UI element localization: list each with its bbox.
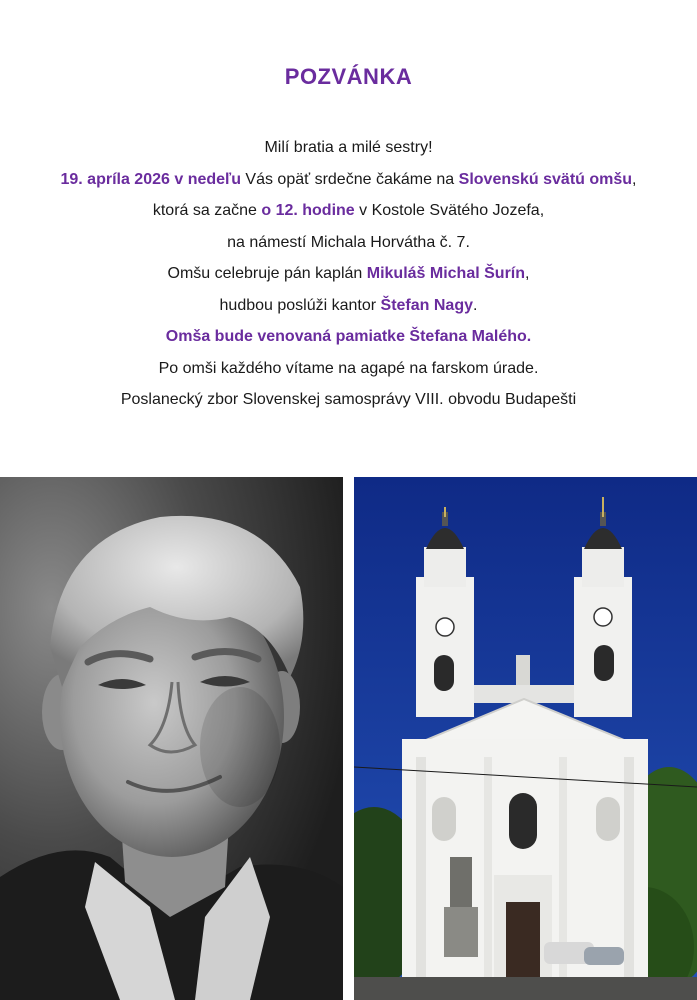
celebrant-name: Mikuláš Michal Šurín [366, 265, 526, 282]
cantor-line [0, 290, 697, 322]
organizer-line: Poslanecký zbor Slovenskej samosprávy VIII. obvodu Budapešti [120, 391, 577, 408]
agape-line: Po omši každého vítame na agapé na farskom úrade. [158, 359, 539, 377]
invitation-body [0, 132, 697, 416]
celebrant-line-start: Omšu celebruje pán kaplán [167, 265, 367, 282]
church-photo [354, 477, 697, 1000]
time-line [0, 195, 697, 227]
invitation-title: POZVÁNKA [284, 64, 413, 89]
celebrant-line-end: , [525, 265, 530, 282]
cantor-name: Štefan Nagy [380, 296, 473, 314]
date-line-text: Vás opäť srdečne čakáme na [240, 170, 459, 188]
mass-date: 19. apríla 2026 v nedeľu [60, 170, 241, 188]
church-name: v Kostole Svätého Jozefa, [354, 202, 545, 219]
mass-name: Slovenskú svätú omšu [458, 170, 633, 188]
portrait-photo [0, 477, 343, 1000]
mass-time: o 12. hodine [261, 202, 355, 219]
time-line-start: ktorá sa začne [152, 202, 262, 219]
dedication-line: Omša bude venovaná pamiatke Štefana Malého. [165, 328, 532, 345]
celebrant-line [0, 258, 697, 290]
cantor-line-start: hudbou poslúži kantor [219, 296, 381, 314]
cantor-line-end: . [473, 296, 478, 314]
date-line [0, 164, 697, 196]
address-line: na námestí Michala Horvátha č. 7. [227, 233, 470, 251]
date-line-end: , [632, 170, 637, 188]
greeting-line: Milí bratia a milé sestry! [264, 139, 433, 156]
